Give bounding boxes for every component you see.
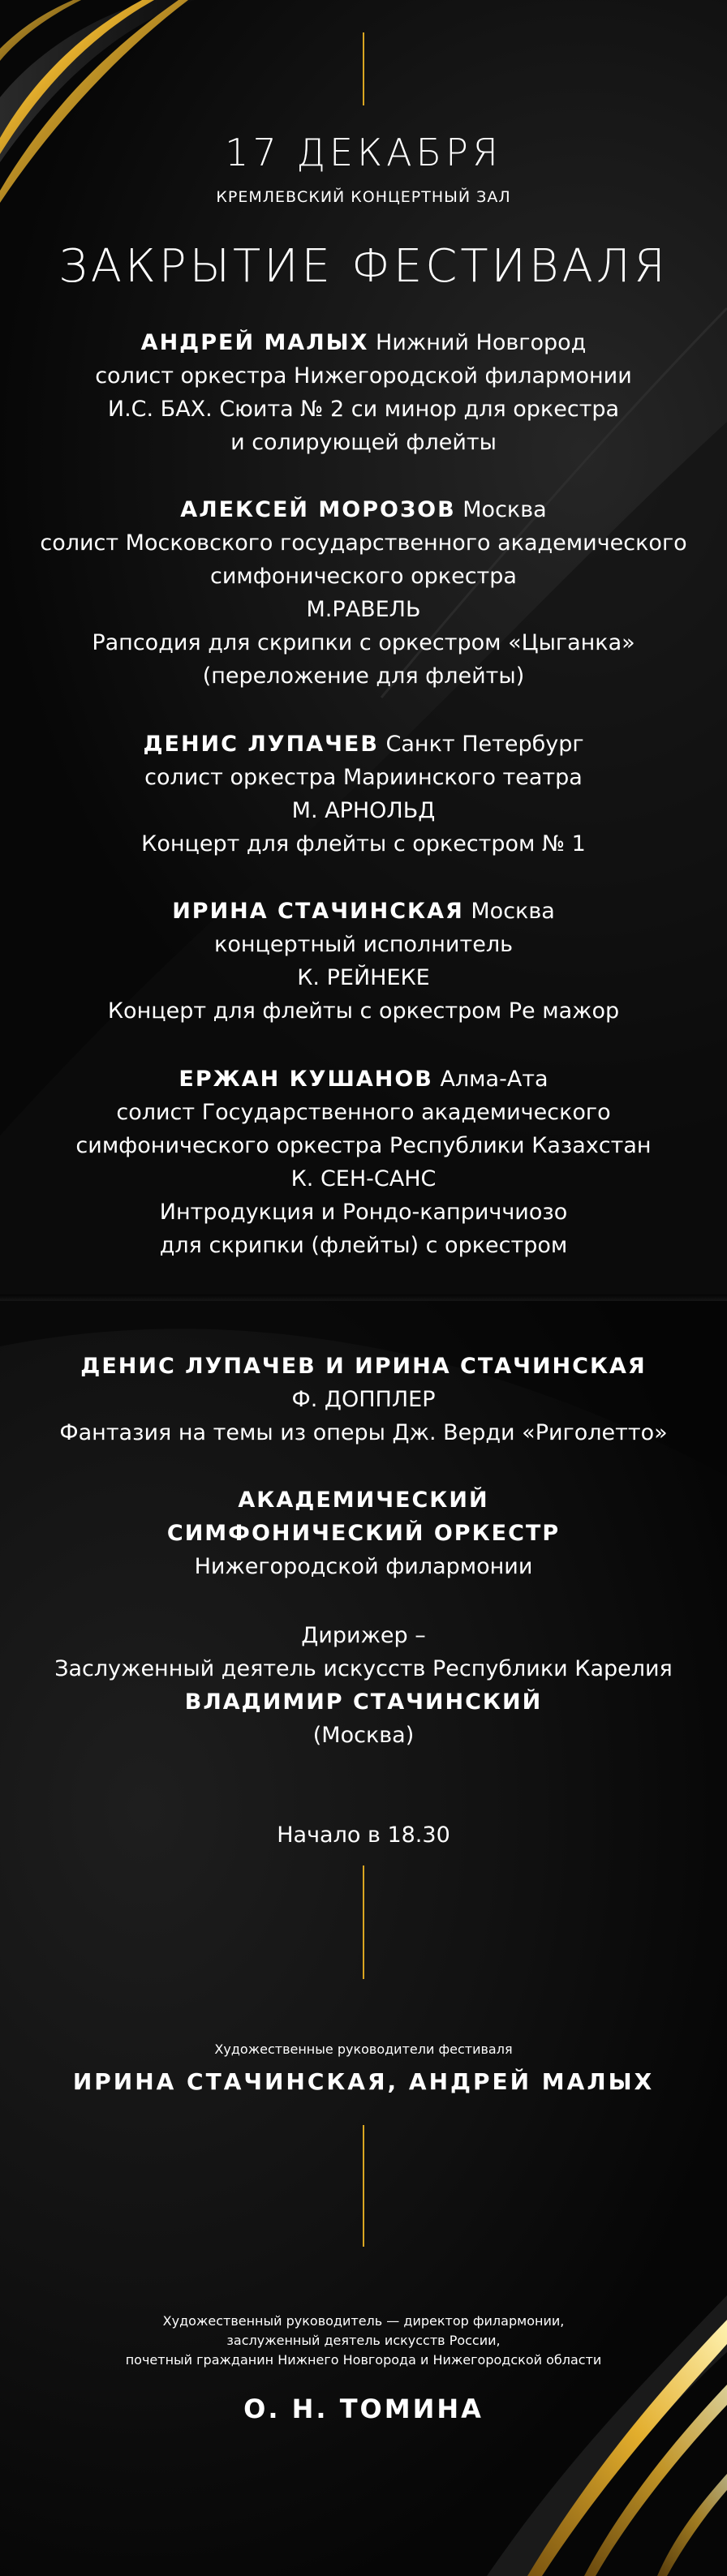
orchestra-title-line: АКАДЕМИЧЕСКИЙ (238, 1488, 489, 1513)
performer-detail: для скрипки (флейты) с оркестром (159, 1233, 568, 1258)
performer-city: Алма-Ата (440, 1067, 548, 1092)
orchestra-block (0, 1483, 727, 1583)
director-credential-line: почетный гражданин Нижнего Новгорода и Нижегородской области (125, 2352, 602, 2368)
artistic-directors-label: Художественные руководители фестиваля (214, 2041, 513, 2057)
director-name: О. Н. ТОМИНА (243, 2394, 484, 2424)
performer-detail: Концерт для флейты с оркестром № 1 (141, 831, 586, 857)
performer-detail: Рапсодия для скрипки с оркестром «Цыганка» (92, 630, 635, 655)
page-title: ЗАКРЫТИЕ ФЕСТИВАЛЯ (58, 240, 669, 293)
performer-block (0, 493, 727, 693)
performer-name: АНДРЕЙ МАЛЫХ (140, 330, 369, 355)
performer-detail: симфонического оркестра Республики Казахстан (75, 1133, 652, 1158)
performer-detail: концертный исполнитель (214, 932, 513, 957)
performer-name: АЛЕКСЕЙ МОРОЗОВ (180, 497, 456, 522)
artistic-directors-names: ИРИНА СТАЧИНСКАЯ, АНДРЕЙ МАЛЫХ (72, 2068, 655, 2095)
director-credential-line: Художественный руководитель — директор филармонии, (162, 2313, 565, 2329)
performer-detail: и солирующей флейты (230, 430, 497, 455)
performer-detail: (переложение для флейты) (202, 663, 525, 689)
conductor-title: Заслуженный деятель искусств Республики Карелия (54, 1656, 673, 1681)
panel-divider (0, 1294, 727, 1301)
performer-detail: И.С. БАХ. Сюита № 2 си минор для оркестра (107, 397, 620, 422)
gold-vertical-line (363, 2125, 364, 2247)
gold-vertical-line (363, 1865, 364, 1979)
performer-detail: Концерт для флейты с оркестром Ре мажор (107, 998, 620, 1024)
concert-date: 17 ДЕКАБРЯ (225, 131, 502, 174)
performer-block (0, 895, 727, 1028)
performer-city: Нижний Новгород (376, 330, 587, 355)
venue-name: КРЕМЛЕВСКИЙ КОНЦЕРТНЫЙ ЗАЛ (216, 188, 511, 206)
performer-name: ИРИНА СТАЧИНСКАЯ (172, 899, 464, 924)
gold-vertical-line (363, 32, 364, 105)
performer-name: ДЕНИС ЛУПАЧЕВ (143, 732, 379, 757)
performer-detail: К. РЕЙНЕКЕ (297, 965, 430, 990)
performer-city: Санкт Петербург (385, 732, 584, 757)
conductor-name: ВЛАДИМИР СТАЧИНСКИЙ (184, 1689, 543, 1715)
duet-block (0, 1350, 727, 1449)
director-credential-line: заслуженный деятель искусств России, (226, 2333, 501, 2348)
performer-city: Москва (471, 899, 555, 924)
performer-detail: солист оркестра Мариинского театра (144, 765, 583, 790)
performer-detail: симфонического оркестра (210, 564, 517, 589)
performer-block (0, 1063, 727, 1262)
orchestra-title-line: СИМФОНИЧЕСКИЙ ОРКЕСТР (166, 1521, 561, 1546)
performer-detail: Интродукция и Рондо-каприччиозо (159, 1200, 568, 1225)
conductor-city: (Москва) (312, 1723, 415, 1748)
performer-block (0, 326, 727, 459)
performer-detail: солист Московского государственного академического (40, 530, 687, 556)
performer-city: Москва (462, 497, 547, 522)
performer-detail: М. АРНОЛЬД (291, 798, 436, 823)
performer-block (0, 728, 727, 861)
performer-name: ЕРЖАН КУШАНОВ (179, 1067, 433, 1092)
start-time: Начало в 18.30 (277, 1823, 450, 1848)
orchestra-subtitle: Нижегородской филармонии (194, 1554, 533, 1579)
start-time-block (0, 1818, 727, 1852)
performer-detail: солист Государственного академического (116, 1100, 611, 1125)
performer-detail: солист оркестра Нижегородской филармонии (95, 363, 632, 389)
conductor-label: Дирижер – (301, 1623, 426, 1648)
director-credentials (0, 2312, 727, 2370)
duet-work: Фантазия на темы из оперы Дж. Верди «Риголетто» (59, 1420, 668, 1445)
performer-detail: М.РАВЕЛЬ (306, 597, 421, 622)
duet-composer: Ф. ДОППЛЕР (291, 1387, 436, 1412)
performer-detail: К. СЕН-САНС (290, 1166, 437, 1191)
conductor-block (0, 1619, 727, 1752)
duet-names: ДЕНИС ЛУПАЧЕВ И ИРИНА СТАЧИНСКАЯ (80, 1354, 647, 1379)
